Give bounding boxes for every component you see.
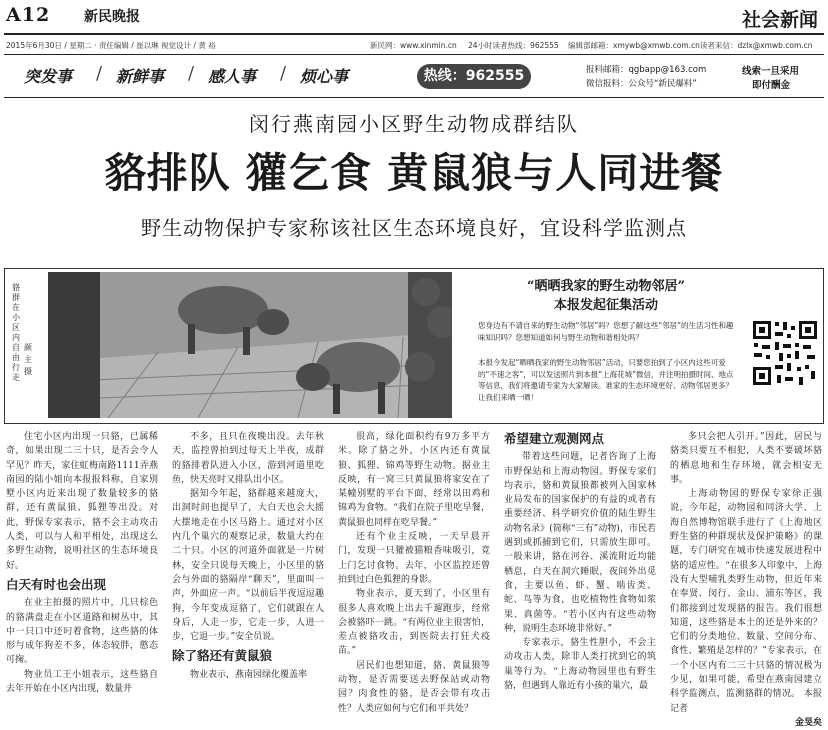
article-paragraph: 不多，且只在夜晚出没。去年秋天，监控曾拍到过每天上半夜，成群的貉排着队进入小区，游到河道里吃鱼，快天亮时又排队出小区。: [172, 432, 324, 485]
article-paragraph: 物业表示，夏天到了，小区里有很多人喜欢晚上出去千遛跑步，经常会被貉吓一跳。“有两位业主很害怕，差点被貉攻击，到医院去打狂犬疫苗。”: [338, 589, 490, 657]
paper-name: 新民晚报: [84, 9, 140, 25]
article-paragraph: 居民们也想知道，貉、黄鼠狼等动物，是否需要送去野保站或动物园？肉食性的貉，是否会带有攻击性？人类应如何与它们和平共处？: [338, 660, 490, 714]
article-paragraph: 物业表示，燕南园绿化覆盖率: [190, 669, 308, 680]
banner-tag-4: 烦心事: [300, 67, 349, 86]
article-column-4: [504, 430, 656, 693]
article-paragraph: 很高，绿化面积约有9万多平方米。除了貉之外，小区内还有黄鼠狼、狐狸、锦鸡等野生动物。据业主反映，有一窝三只黄鼠狼将家安在了某幢别墅的平台下面，经常以田鸡和锦鸡为食物。“我们在院子里吃早餐，黄鼠狼也同样在吃早餐。”: [338, 432, 490, 528]
photo-caption: 貉群在小区内自由行走: [12, 283, 20, 382]
header-rule-2: [4, 54, 824, 55]
article-column-3: [338, 430, 490, 716]
article-paragraph: 带着这些问题，记者咨询了上海市野保站和上海动物园。野保专家们均表示，貉和黄鼠狼都被列入国家林业局发布的国家保护的有益的或者有重要经济、科学研究价值的陆生野生动物名录》(简称“三有”动物)，市民若遇到或抓捕到它们，只需放生即可。一般来讲，貉在河谷、溪流附近均能栖息，白天在洞穴睡眠，夜间外出觅食，主要以鱼、虾、蟹、啮齿类、蛇、鸟等为食，也吃植物性食物如浆果、真菌等。“若小区内有这些动物种，说明生态环境非常好。”: [504, 452, 656, 634]
subhead-daytime: 白天有时也会出现: [6, 576, 107, 592]
report-email: 报料邮箱：qgbapp@163.com: [586, 65, 707, 75]
subhead-monitoring: 希望建立观测网点: [504, 431, 605, 446]
header-rule: [4, 33, 824, 35]
article-paragraph: 还有个业主反映，一天早晨开门，发现一只獾被猫粮香味吸引，竟上门乞讨食物。去年，小区监控还曾拍到过白色狐狸的身影。: [338, 532, 490, 585]
editor-email: 编辑部邮箱：xmywb@xmwb.com.cn: [568, 41, 700, 50]
subhead-weasel: 除了貉还有黄鼠狼: [172, 648, 273, 664]
photo-credit: 颜主 摄: [24, 343, 32, 376]
banner-rule: [4, 97, 824, 98]
qr-code-icon: [750, 318, 820, 388]
reader-email: 读者来信：dzlx@xmwb.com.cn: [700, 41, 813, 50]
article-column-1: [6, 430, 158, 696]
banner-tag-1: 突发事: [24, 67, 73, 86]
reward-line-2: 即付酬金: [752, 80, 791, 91]
hotline-info: 24小时读者热线：962555: [468, 41, 559, 50]
article-paragraph: 专家表示，貉生性胆小，不会主动攻击人类，除非人类打扰到它的筑巢等行为。“上海动物园里也有野生貉，但遇到人靠近有小孩的巢穴，最: [504, 638, 656, 692]
article-paragraph: 物业员工王小姐表示，这些貉自去年开始在小区内出现，数量并: [6, 669, 158, 695]
sub-headline: 野生动物保护专家称该社区生态环境良好，宜设科学监测点: [141, 216, 687, 240]
banner-tag-2: 新鲜事: [116, 67, 165, 86]
reward-line-1: 线索一旦采用: [742, 66, 800, 77]
promo-paragraph-1: 您身边有不请自来的野生动物“邻居”吗？您想了解这些“邻居”的生活习性和趣味知识吗？您想知道如何与野生动物和谐相处吗？: [478, 321, 734, 342]
banner-separator: /: [96, 63, 103, 84]
raccoon-dog-photo: [48, 272, 452, 418]
article-paragraph: 在业主拍摄的照片中，几只棕色的貉满盘走在小区道路和树丛中，其中一只口中还叼着食物，这些貉的体形与成年狗差不多，体态较胖，憨态可掬。: [6, 598, 158, 666]
hotline-badge: 热线：962555: [417, 64, 531, 89]
article-paragraph: 据知今年起，貉群越来越庞大，出洞时间也提早了，大白天也会大摇大摆地走在小区马路上。通过对小区内几个巢穴的观察记录，数量大约在二十只。小区的河道外面就是一片树林，安全只说每天晚上，小区里的貉会与外面的貉隔岸“聊天”，里面叫一声，外面应一声。“以前后半夜逗逗趣狗，今年变成逗貉了，它们就跟在人身后，人走一步，它走一步，人进一步，它退一步。”安全员说。: [172, 489, 324, 643]
banner-tag-3: 感人事: [208, 67, 257, 86]
banner-separator: /: [188, 63, 195, 84]
photo-illustration: [48, 272, 452, 418]
article-paragraph: 多只会把人引开。”因此，居民与貉类只要互不相犯，人类不要破坏貉的栖息地和生存环境，就会相安无事。: [670, 432, 822, 485]
wechat-report: 微信报料：公众号“新民爆料”: [586, 79, 697, 89]
article-paragraph: 住宅小区内出现一只貉，已属稀奇，如果出现二三十只，是否会令人罕见？昨天，家住虹梅南路1111弄燕南园的陆小姐向本报报料称，自家别墅小区内近来出现了数量较多的貉群，还有黄鼠狼、狐狸等出没。对此，野保专家表示，貉不会主动攻击人类，可以与人和平相处，出现这么多野生动物，说明社区的生态环境良好。: [6, 432, 158, 571]
qr-code-graphic: [750, 318, 820, 388]
page-number: A12: [6, 4, 51, 26]
dateline: 2015年6月30日 / 星期二 · 责任编辑 / 崔以琳 视觉设计 / 黄 裕: [6, 41, 216, 50]
tip-banner: [4, 60, 824, 94]
main-headline: 貉排队 獾乞食 黄鼠狼与人同进餐: [104, 149, 724, 197]
article-column-5: [670, 430, 822, 730]
article-column-2: [172, 430, 324, 682]
article-paragraph: 上海动物园的野保专家徐正强说，今年起，动物园和同济大学、上海自然博物馆联手进行了《上海地区野生貉的种群现状及保护策略》的课题，专门研究在城市快速发展进程中貉的适应性。“在很多人印象中，上海没有大型哺乳类野生动物，但近年来在奉贤、闵行、金山、浦东等区，我们都接到过发现貉的报告。我们很想知道，这些貉是本土的还是外来的？它们的分类地位、数量、空间分布、食性、繁殖是怎样的？”专家表示，在一个小区内有二三十只貉的情况极为少见，如果可能，希望在燕南园建立科学监测点，监测貉群的情况。 本报记者: [670, 489, 822, 714]
promo-subtitle: 本报发起征集活动: [553, 298, 658, 313]
kicker-headline: 闵行燕南园小区野生动物成群结队: [249, 112, 579, 136]
section-title: 社会新闻: [741, 9, 818, 31]
banner-separator: /: [280, 63, 287, 84]
promo-title: “晒晒我家的野生动物邻居”: [527, 279, 685, 294]
website-info: 新民网：www.xinmin.cn: [370, 41, 457, 50]
promo-paragraph-2: 本报今发起“晒晒我家的野生动物邻居”活动，只要您拍到了小区内这些可爱的“不速之客”，可以发送照片到本报“上海花城”微信，并注明拍摄时间、地点等信息，我们将邀请专家为大家解读。谁家的生态环境更好、动物邻居更多？让我们来晒一晒！: [478, 358, 734, 402]
byline: 金旻矣: [794, 717, 822, 728]
